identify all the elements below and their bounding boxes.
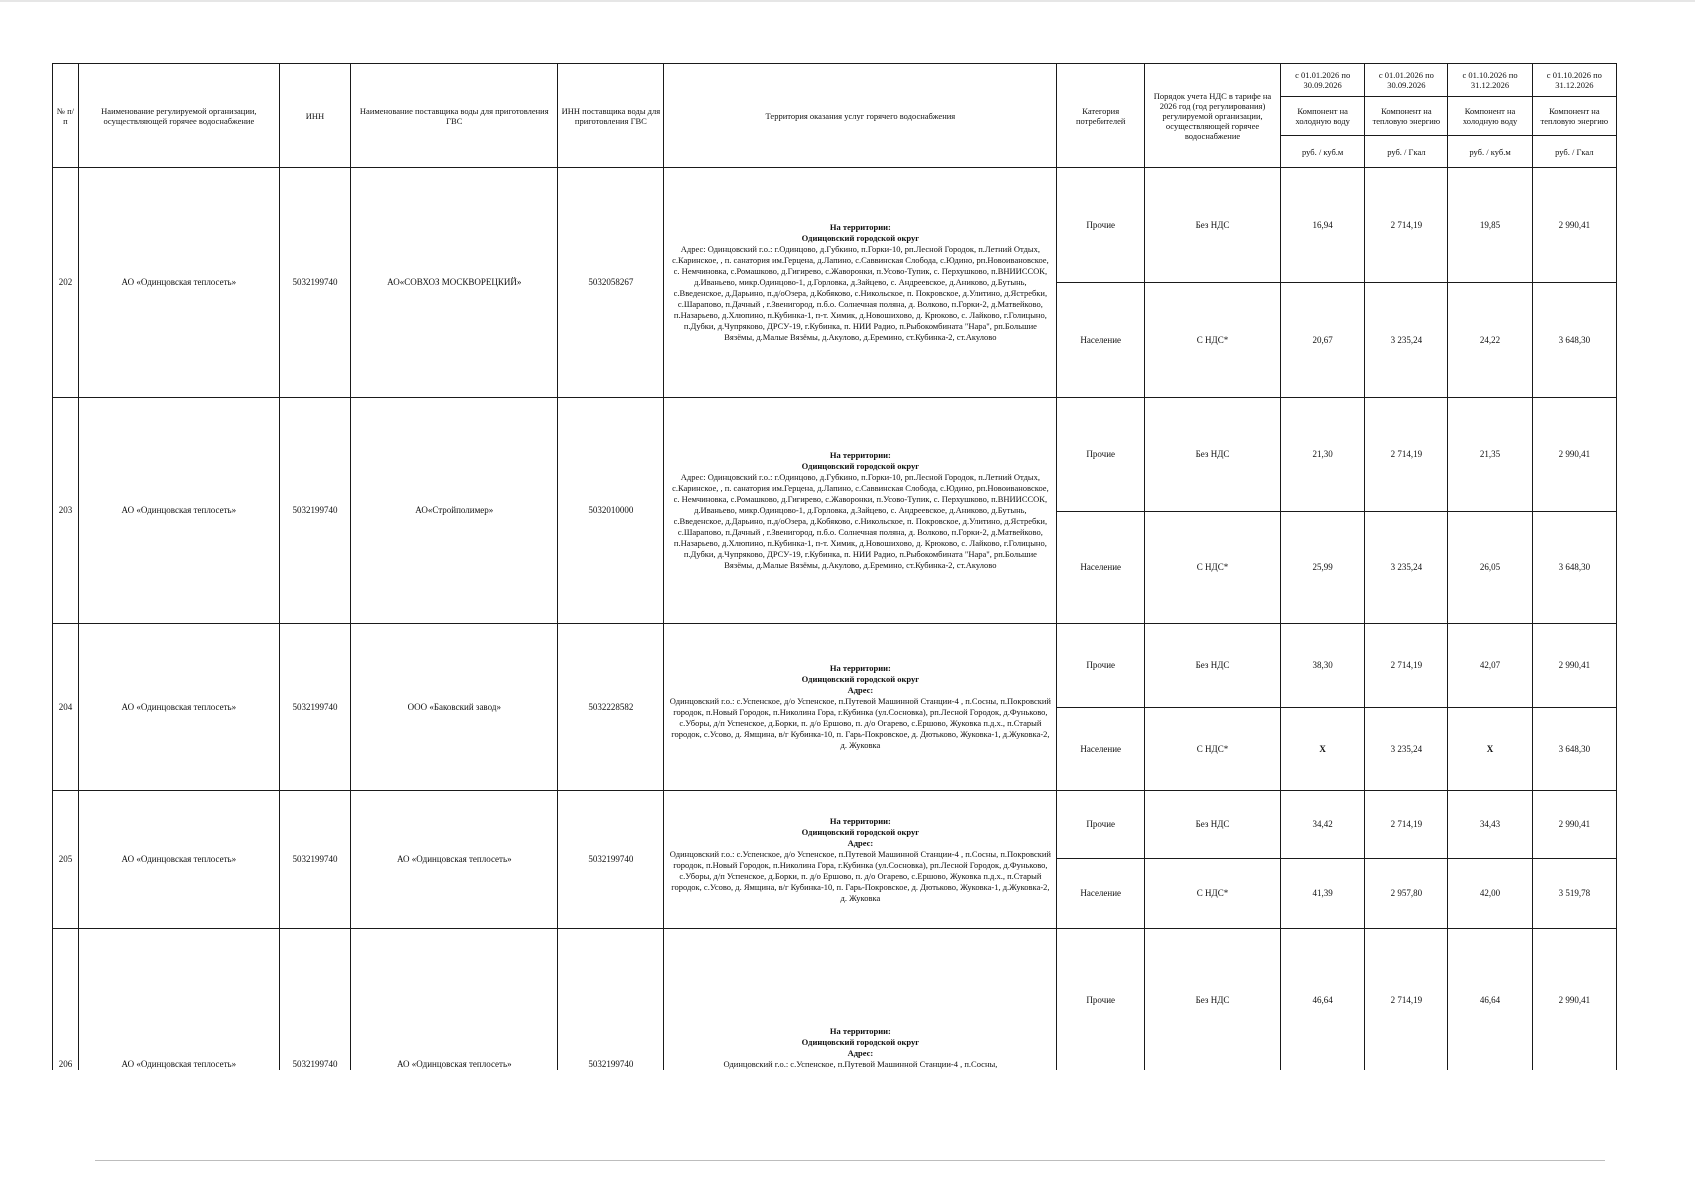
value-heat-q4: 2 990,41	[1532, 624, 1616, 708]
tariff-table	[52, 63, 1617, 1070]
territory-district: Одинцовский городской округ	[801, 461, 920, 471]
supplier-inn-cell: 5032058267	[558, 168, 664, 398]
period-header-2: с 01.01.2026 по 30.09.2026	[1365, 64, 1448, 97]
tariff-table-sheet	[52, 63, 1617, 1070]
value-cold-water-q4: 24,22	[1448, 283, 1532, 398]
value-heat-q4: 3 648,30	[1532, 708, 1616, 791]
org-name-cell: АО «Одинцовская теплосеть»	[78, 624, 279, 791]
territory-addresses: Адрес: Одинцовский г.о.: г.Одинцово, д.Губкино, п.Горки-10, рп.Лесной Городок, п.Летний Отдых, с.Каринское, , п. санатория им.Герцена, д.Лапино, с.Саввинская Слобода, с.Юдино, рп.Новоивановское, с. Немчиновка, с.Ромашково, д.Гигирево, с.Жаворонки, п.Усово-Тупик, с. Перхушково, п.ВНИИССОК, д.Иваньево, микр.Одинцово-1, д.Горловка, д.Зайцево, с. Андреевское, д.Аниково, д.Бутынь, с.Введенское, д.Дарьино, п.д/оОзера, д.Кобяково, с.Никольское, п. Покровское, д.Улитино, д.Ястребки, с.Шарапово, п.Дачный , г.Звенигород, п.б.о. Солнечная поляна, д. Волково, п.Горки-2, д.Матвейково, п.Назарьево, д.Хлюпино, п.Кубинка-1, п-т. Химик, д.Новошихово, д. Крюково, с. Лайково, г.Голицыно, п.Дубки, д.Чупряково, ДРСУ-19, г.Кубинка, п. НИИ Радио, п.Рыбокомбината "Нара", рп.Большие Вязёмы, д.Малые Вязёмы, д.Акулово, д.Еремино, ст.Кубинка-2, ст.Акулово	[672, 244, 1049, 342]
nds-cell: Без НДС	[1144, 398, 1280, 512]
value-cold-water-q1-3: 16,94	[1281, 168, 1365, 283]
col-category-header: Категория потребителей	[1057, 64, 1144, 168]
category-cell: Население	[1057, 859, 1144, 929]
inn-cell: 5032199740	[279, 168, 350, 398]
nds-cell: С НДС*	[1144, 859, 1280, 929]
col-territory-header: Территория оказания услуг горячего водоснабжения	[664, 64, 1057, 168]
table-row	[53, 791, 1617, 859]
component-header-2: Компонент на тепловую энергию	[1365, 97, 1448, 136]
nds-cell: Без НДС	[1144, 929, 1280, 1071]
value-cold-water-q1-3: Х	[1281, 708, 1365, 791]
col-org-header: Наименование регулируемой организации, осуществляющей горячее водоснабжение	[78, 64, 279, 168]
org-name-cell: АО «Одинцовская теплосеть»	[78, 398, 279, 624]
nds-cell: С НДС*	[1144, 283, 1280, 398]
value-cold-water-q4: 26,05	[1448, 512, 1532, 624]
org-name-cell: АО «Одинцовская теплосеть»	[78, 168, 279, 398]
value-cold-water-q4: 42,00	[1448, 859, 1532, 929]
territory-heading: На территории:	[829, 663, 891, 673]
territory-district: Одинцовский городской округ	[801, 826, 920, 837]
category-cell: Прочие	[1057, 398, 1144, 512]
territory-district: Одинцовский городской округ	[801, 1037, 920, 1047]
territory-addresses: Одинцовский г.о.: с.Успенское, п.Путевой Машинной Станции-4 , п.Сосны,	[723, 1059, 998, 1069]
nds-cell: С НДС*	[1144, 512, 1280, 624]
period-header-3: с 01.10.2026 по 31.12.2026	[1448, 64, 1532, 97]
supplier-inn-cell: 5032199740	[558, 791, 664, 929]
supplier-inn-cell: 5032010000	[558, 398, 664, 624]
value-cold-water-q1-3: 34,42	[1281, 791, 1365, 859]
inn-cell: 5032199740	[279, 791, 350, 929]
row-number: 203	[53, 398, 79, 624]
value-heat-q1-3: 2 714,19	[1365, 398, 1448, 512]
value-cold-water-q4: 21,35	[1448, 398, 1532, 512]
value-cold-water-q1-3: 21,30	[1281, 398, 1365, 512]
category-cell: Прочие	[1057, 929, 1144, 1071]
row-number: 202	[53, 168, 79, 398]
value-cold-water-q4: Х	[1448, 708, 1532, 791]
value-heat-q4: 3 519,78	[1532, 859, 1616, 929]
value-cold-water-q1-3: 20,67	[1281, 283, 1365, 398]
supplier-name-cell: АО«СОВХОЗ МОСКВОРЕЦКИЙ»	[351, 168, 558, 398]
category-cell: Прочие	[1057, 624, 1144, 708]
supplier-name-cell: АО «Одинцовская теплосеть»	[351, 791, 558, 929]
row-number: 204	[53, 624, 79, 791]
row-number: 206	[53, 929, 79, 1071]
nds-cell: Без НДС	[1144, 791, 1280, 859]
territory-cell	[664, 791, 1057, 929]
supplier-inn-cell: 5032228582	[558, 624, 664, 791]
value-heat-q4: 2 990,41	[1532, 791, 1616, 859]
territory-cell	[664, 168, 1057, 398]
supplier-inn-cell: 5032199740	[558, 929, 664, 1071]
territory-cell	[664, 398, 1057, 624]
value-heat-q1-3: 2 714,19	[1365, 624, 1448, 708]
nds-cell: С НДС*	[1144, 708, 1280, 791]
value-heat-q1-3: 2 714,19	[1365, 929, 1448, 1071]
col-nds-header: Порядок учета НДС в тарифе на 2026 год (год регулирования) регулируемой организации, осуществляющей горячее водоснабжение	[1144, 64, 1280, 168]
component-header-3: Компонент на холодную воду	[1448, 97, 1532, 136]
table-row	[53, 398, 1617, 512]
supplier-name-cell: АО «Одинцовская теплосеть»	[351, 929, 558, 1071]
value-cold-water-q1-3: 25,99	[1281, 512, 1365, 624]
nds-cell: Без НДС	[1144, 168, 1280, 283]
value-cold-water-q4: 46,64	[1448, 929, 1532, 1071]
value-heat-q4: 2 990,41	[1532, 168, 1616, 283]
table-row	[53, 624, 1617, 708]
period-header-4: с 01.10.2026 по 31.12.2026	[1532, 64, 1616, 97]
col-inn-header: ИНН	[279, 64, 350, 168]
territory-cell	[664, 624, 1057, 791]
territory-cell	[664, 929, 1057, 1071]
table-row	[53, 929, 1617, 1071]
category-cell: Население	[1057, 708, 1144, 791]
row-number: 205	[53, 791, 79, 929]
value-heat-q1-3: 3 235,24	[1365, 512, 1448, 624]
supplier-name-cell: АО«Стройполимер»	[351, 398, 558, 624]
col-supplier-inn-header: ИНН поставщика воды для приготовления ГВС	[558, 64, 664, 168]
value-heat-q1-3: 2 957,80	[1365, 859, 1448, 929]
value-cold-water-q4: 19,85	[1448, 168, 1532, 283]
component-header-1: Компонент на холодную воду	[1281, 97, 1365, 136]
category-cell: Прочие	[1057, 791, 1144, 859]
value-cold-water-q1-3: 46,64	[1281, 929, 1365, 1071]
territory-addresses: Адрес: Одинцовский г.о.: г.Одинцово, д.Губкино, п.Горки-10, рп.Лесной Городок, п.Летний Отдых, с.Каринское, , п. санатория им.Герцена, д.Лапино, с.Саввинская Слобода, с.Юдино, рп.Новоивановское, с. Немчиновка, с.Ромашково, д.Гигирево, с.Жаворонки, п.Усово-Тупик, с. Перхушково, п.ВНИИССОК, д.Иваньево, микр.Одинцово-1, д.Горловка, д.Зайцево, с. Андреевское, д.Аниково, д.Бутынь, с.Введенское, д.Дарьино, п.д/оОзера, д.Кобяково, с.Никольское, п. Покровское, д.Улитино, д.Ястребки, с.Шарапово, п.Дачный , г.Звенигород, п.б.о. Солнечная поляна, д. Волково, п.Горки-2, д.Матвейково, п.Назарьево, д.Хлюпино, п.Кубинка-1, п-т. Химик, д.Новошихово, д. Крюково, с. Лайково, г.Голицыно, п.Дубки, д.Чупряково, ДРСУ-19, г.Кубинка, п. НИИ Радио, п.Рыбокомбината "Нара", рп.Большие Вязёмы, д.Малые Вязёмы, д.Акулово, д.Еремино, ст.Кубинка-2, ст.Акулово	[672, 472, 1049, 570]
col-num-header: № п/п	[53, 64, 79, 168]
scan-top-edge	[0, 0, 1695, 2]
value-heat-q4: 3 648,30	[1532, 283, 1616, 398]
category-cell: Население	[1057, 512, 1144, 624]
value-heat-q4: 2 990,41	[1532, 929, 1616, 1071]
territory-addresses: Одинцовский г.о.: с.Успенское, д/о Успенское, п.Путевой Машинной Станции-4 , п.Сосны, п.Покровский городок, п.Новый Городок, п.Николина Гора, г.Кубинка (ул.Сосновка), рп.Лесной Городок, д.Фуньково, с.Уборы, д/п Успенское, д.Борки, п. д/о Ершово, п. д/о Огарево, с.Ершово, Жуковка п.д.х., п.Старый городок, с.Усово, д. Ямщина, в/г Кубинка-10, п. Гарь-Покровское, д. Дютьково, Жуковка-1, д.Жуковка-2, д. Жуковка	[669, 696, 1051, 750]
scan-bottom-edge	[95, 1160, 1605, 1161]
value-heat-q1-3: 2 714,19	[1365, 168, 1448, 283]
value-cold-water-q4: 42,07	[1448, 624, 1532, 708]
inn-cell: 5032199740	[279, 398, 350, 624]
inn-cell: 5032199740	[279, 929, 350, 1071]
territory-addresses: Одинцовский г.о.: с.Успенское, д/о Успенское, п.Путевой Машинной Станции-4 , п.Сосны, п.Покровский городок, п.Новый Городок, п.Николина Гора, г.Кубинка (ул.Сосновка), рп.Лесной Городок, д.Фуньково, с.Уборы, д/п Успенское, д.Борки, п. д/о Ершово, п. д/о Огарево, с.Ершово, Жуковка п.д.х., п.Старый городок, с.Усово, д. Ямщина, в/г Кубинка-10, п. Гарь-Покровское, д. Дютьково, Жуковка-1, д.Жуковка-2, д. Жуковка	[669, 848, 1051, 903]
nds-cell: Без НДС	[1144, 624, 1280, 708]
territory-address-label: Адрес:	[847, 837, 874, 848]
value-heat-q1-3: 3 235,24	[1365, 708, 1448, 791]
value-cold-water-q1-3: 41,39	[1281, 859, 1365, 929]
territory-heading: На территории:	[829, 815, 891, 826]
category-cell: Население	[1057, 283, 1144, 398]
territory-heading: На территории:	[829, 222, 891, 232]
category-cell: Прочие	[1057, 168, 1144, 283]
unit-header-4: руб. / Гкал	[1532, 136, 1616, 168]
unit-header-1: руб. / куб.м	[1281, 136, 1365, 168]
col-supplier-header: Наименование поставщика воды для приготовления ГВС	[351, 64, 558, 168]
territory-heading: На территории:	[829, 1026, 891, 1036]
org-name-cell: АО «Одинцовская теплосеть»	[78, 791, 279, 929]
org-name-cell: АО «Одинцовская теплосеть»	[78, 929, 279, 1071]
period-header-1: с 01.01.2026 по 30.09.2026	[1281, 64, 1365, 97]
value-heat-q1-3: 3 235,24	[1365, 283, 1448, 398]
unit-header-2: руб. / Гкал	[1365, 136, 1448, 168]
territory-district: Одинцовский городской округ	[801, 233, 920, 243]
value-heat-q4: 3 648,30	[1532, 512, 1616, 624]
territory-district: Одинцовский городской округ	[801, 674, 920, 684]
territory-heading: На территории:	[829, 450, 891, 460]
value-heat-q1-3: 2 714,19	[1365, 791, 1448, 859]
inn-cell: 5032199740	[279, 624, 350, 791]
table-row	[53, 168, 1617, 283]
unit-header-3: руб. / куб.м	[1448, 136, 1532, 168]
territory-address-label: Адрес:	[847, 685, 874, 695]
value-heat-q4: 2 990,41	[1532, 398, 1616, 512]
component-header-4: Компонент на тепловую энергию	[1532, 97, 1616, 136]
value-cold-water-q1-3: 38,30	[1281, 624, 1365, 708]
territory-address-label: Адрес:	[847, 1048, 874, 1058]
supplier-name-cell: ООО «Баковский завод»	[351, 624, 558, 791]
value-cold-water-q4: 34,43	[1448, 791, 1532, 859]
